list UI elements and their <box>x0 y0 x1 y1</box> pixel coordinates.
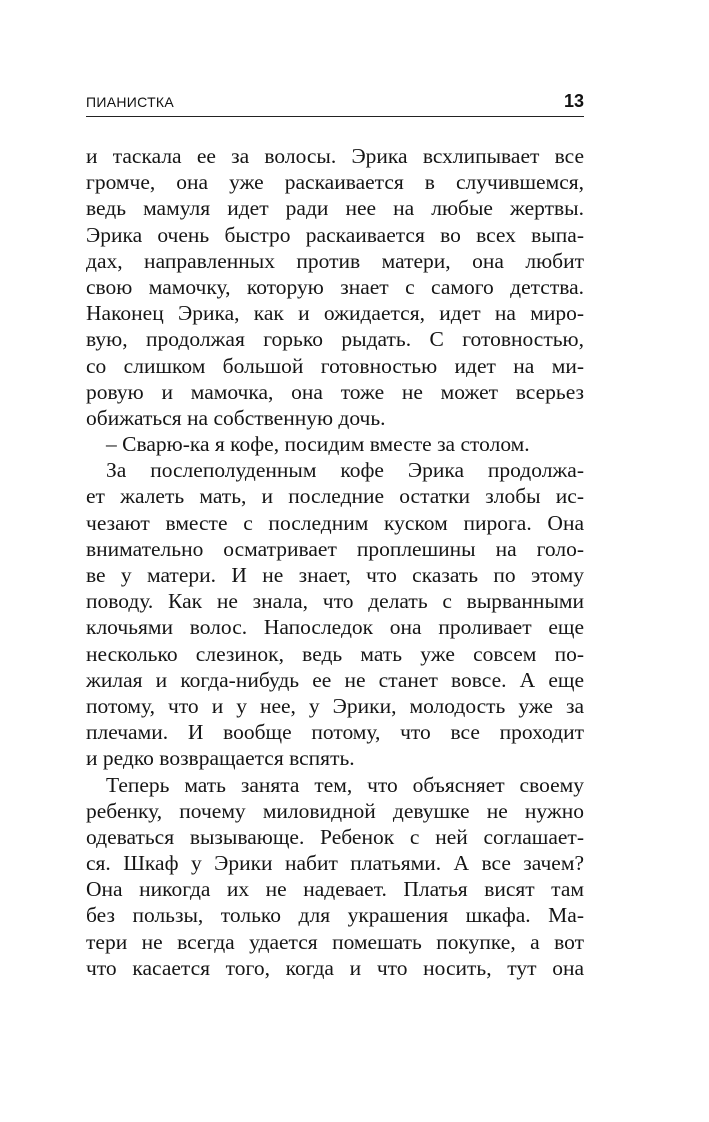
text-line: вую, продолжая горько рыдать. С готовностью, <box>86 327 584 352</box>
text-line: обижаться на собственную дочь. <box>86 405 386 430</box>
text-line: свою мамочку, которую знает с самого детства. <box>86 274 584 299</box>
text-line: внимательно осматривает проплешины на голо- <box>86 536 584 561</box>
running-header <box>86 92 584 114</box>
text-line: жилая и когда-нибудь ее не станет вовсе. А еще <box>86 667 584 692</box>
text-line: и таскала ее за волосы. Эрика всхлипывает все <box>86 144 584 168</box>
text-line: несколько слезинок, ведь мать уже совсем по- <box>86 641 584 666</box>
paragraph <box>86 431 584 457</box>
text-line: Эрика очень быстро раскаивается во всех выпа- <box>86 222 584 247</box>
text-line: чезают вместе с последним куском пирога. Она <box>86 510 584 535</box>
body-text <box>86 143 584 981</box>
text-line: ровую и мамочка, она тоже не может всерьез <box>86 379 584 404</box>
paragraph <box>86 143 584 431</box>
text-line: поводу. Как не знала, что делать с вырванными <box>86 589 584 614</box>
header-rule <box>86 116 584 117</box>
paragraph <box>86 457 584 771</box>
text-line: ве у матери. И не знает, что сказать по этому <box>86 563 584 587</box>
text-line: За послеполуденным кофе Эрика продолжа- <box>106 458 584 483</box>
text-line: Она никогда их не надевает. Платья висят там <box>86 877 584 902</box>
text-line: ведь мамуля идет ради нее на любые жертвы. <box>86 196 584 221</box>
paragraph <box>86 772 584 982</box>
text-line: – Сварю-ка я кофе, посидим вместе за столом. <box>106 432 530 457</box>
text-line: со слишком большой готовностью идет на ми- <box>86 353 584 378</box>
text-line: ет жалеть мать, и последние остатки злобы ис- <box>86 484 584 509</box>
text-line: дах, направленных против матери, она любит <box>86 248 584 273</box>
running-title: ПИАНИСТКА <box>86 94 175 110</box>
text-line: ребенку, почему миловидной девушке не нужно <box>86 798 584 823</box>
text-line: клочьями волос. Напоследок она проливает еще <box>86 615 584 640</box>
text-line: Теперь мать занята тем, что объясняет своему <box>106 772 584 797</box>
book-page <box>86 0 584 1122</box>
text-line: что касается того, когда и что носить, тут она <box>86 955 584 980</box>
text-line: ся. Шкаф у Эрики набит платьями. А все зачем? <box>86 851 584 876</box>
page-number: 13 <box>563 91 584 111</box>
text-line: потому, что и у нее, у Эрики, молодость уже за <box>86 693 584 718</box>
text-line: громче, она уже раскаивается в случившемся, <box>86 170 584 195</box>
text-line: плечами. И вообще потому, что все проходит <box>86 720 584 745</box>
text-line: тери не всегда удается помешать покупке, а вот <box>86 929 584 954</box>
text-line: Наконец Эрика, как и ожидается, идет на миро- <box>86 301 584 326</box>
text-line: одеваться вызывающе. Ребенок с ней соглашает- <box>86 824 584 849</box>
text-line: без пользы, только для украшения шкафа. Ма- <box>86 903 584 928</box>
text-line: и редко возвращается вспять. <box>86 746 355 771</box>
